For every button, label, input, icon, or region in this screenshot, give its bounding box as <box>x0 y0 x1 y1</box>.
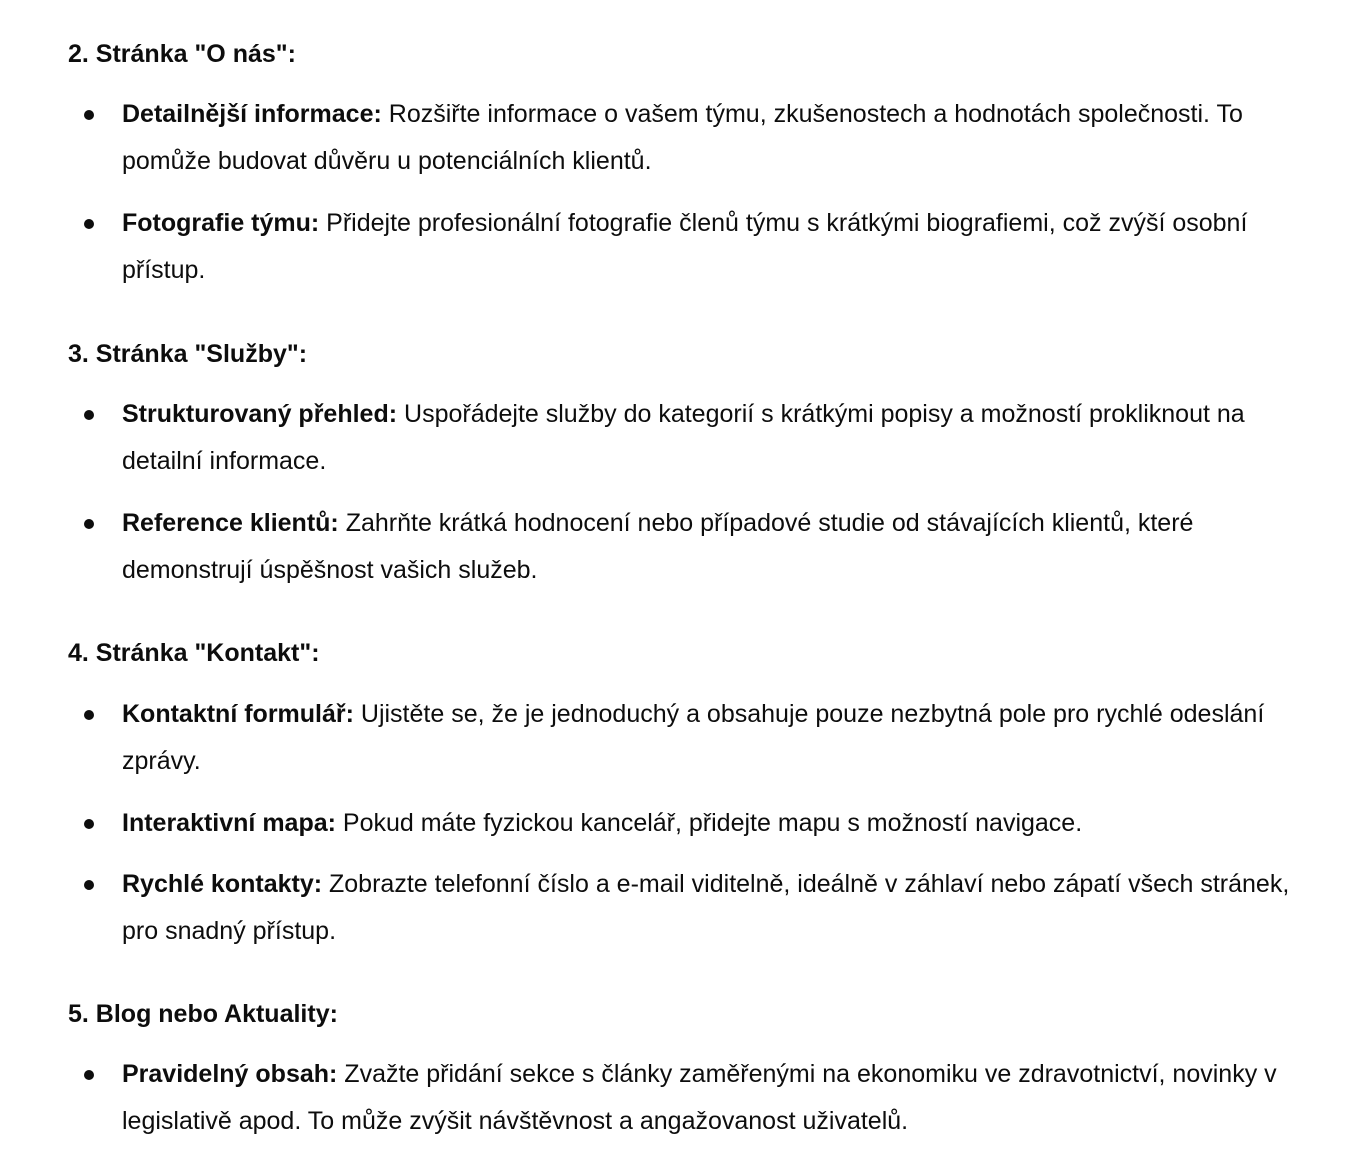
item-term: Detailnější informace: <box>122 100 382 128</box>
list-item <box>122 200 1292 294</box>
item-term: Pravidelný obsah: <box>122 1060 338 1088</box>
section-heading-o-nas: 2. Stránka "O nás": <box>68 40 296 68</box>
list-item <box>122 91 1292 185</box>
item-description: Přidejte profesionální fotografie členů týmu s krátkými biografiemi, což zvýší osobní přístup. <box>122 209 1248 284</box>
item-description: Zobrazte telefonní číslo a e-mail viditelně, ideálně v záhlaví nebo zápatí všech stránek, pro snadný přístup. <box>122 870 1290 945</box>
item-description: Zahrňte krátká hodnocení nebo případové studie od stávajících klientů, které demonstrují úspěšnost vašich služeb. <box>122 509 1194 584</box>
item-term: Fotografie týmu: <box>122 209 320 237</box>
item-term: Interaktivní mapa: <box>122 809 336 837</box>
item-term: Kontaktní formulář: <box>122 700 354 728</box>
bullet-icon <box>84 819 94 829</box>
section-heading-sluzby: 3. Stránka "Služby": <box>68 340 308 368</box>
list-item <box>122 500 1292 594</box>
bullet-icon <box>84 219 94 229</box>
item-description: Ujistěte se, že je jednoduchý a obsahuje pouze nezbytná pole pro rychlé odeslání zprávy. <box>122 700 1265 775</box>
list-item <box>122 391 1292 485</box>
list-item <box>122 1051 1292 1145</box>
section-heading-kontakt: 4. Stránka "Kontakt": <box>68 639 320 667</box>
item-description: Zvažte přidání sekce s články zaměřenými na ekonomiku ve zdravotnictví, novinky v legislativě apod. To může zvýšit návštěvnost a angažovanost uživatelů. <box>122 1060 1277 1135</box>
item-term: Reference klientů: <box>122 509 339 537</box>
section-heading-blog: 5. Blog nebo Aktuality: <box>68 1000 338 1028</box>
list-item <box>122 800 1292 847</box>
bullet-icon <box>84 519 94 529</box>
bullet-icon <box>84 710 94 720</box>
list-item <box>122 861 1292 955</box>
list-item <box>122 691 1292 785</box>
item-description: Rozšiřte informace o vašem týmu, zkušenostech a hodnotách společnosti. To pomůže budovat důvěru u potenciálních klientů. <box>122 100 1243 175</box>
item-description: Uspořádejte služby do kategorií s krátkými popisy a možností prokliknout na detailní informace. <box>122 400 1245 475</box>
item-term: Rychlé kontakty: <box>122 870 323 898</box>
bullet-icon <box>84 880 94 890</box>
item-description: Pokud máte fyzickou kancelář, přidejte mapu s možností navigace. <box>335 809 1083 837</box>
bullet-icon <box>84 410 94 420</box>
bullet-icon <box>84 110 94 120</box>
item-term: Strukturovaný přehled: <box>122 400 398 428</box>
bullet-icon <box>84 1070 94 1080</box>
